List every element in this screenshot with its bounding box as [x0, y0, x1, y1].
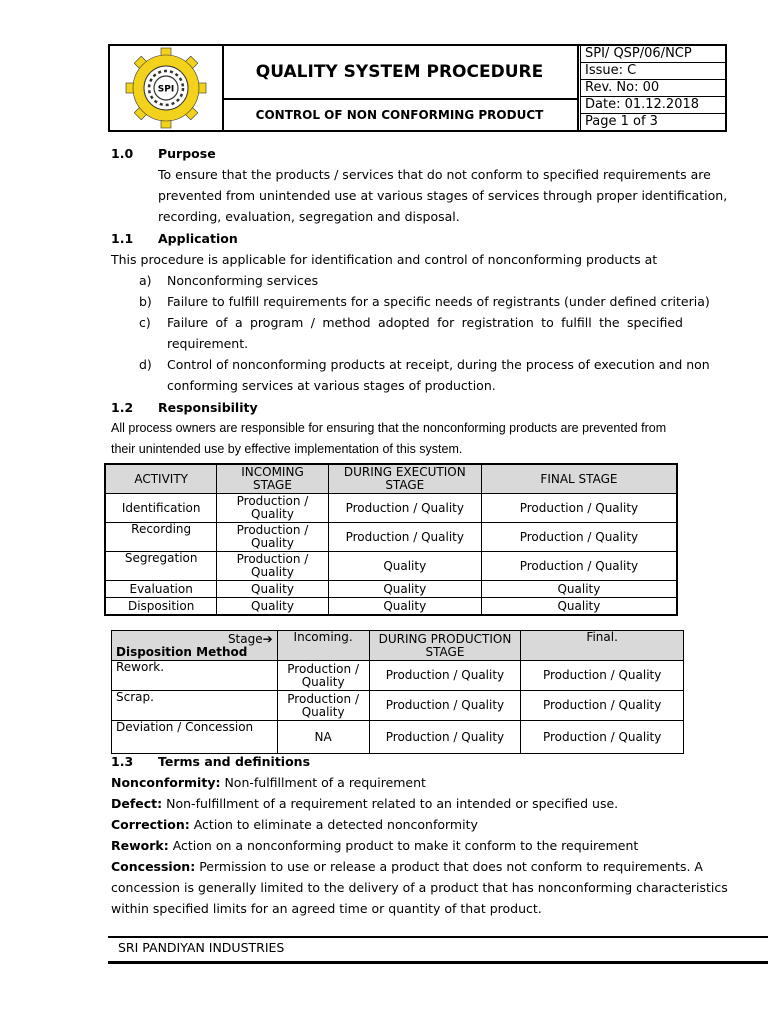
table-cell: Production / Quality	[369, 721, 521, 754]
term: Rework:	[111, 838, 169, 853]
page-number: Page 1 of 3	[580, 114, 725, 131]
table-cell: Production / Quality	[481, 494, 676, 523]
table-cell: Rework.	[112, 661, 278, 691]
document-header	[108, 44, 727, 132]
list-label: c)	[139, 315, 151, 330]
terms-number: 1.3	[111, 754, 134, 769]
definition: Permission to use or release a product that does not conform to requirements. A	[199, 859, 703, 874]
footer-rule-top	[108, 936, 768, 938]
purpose-number: 1.0	[111, 146, 134, 161]
footer-company: SRI PANDIYAN INDUSTRIES	[118, 940, 285, 955]
table-cell: Production / Quality	[217, 523, 328, 552]
table-row	[106, 523, 677, 552]
table-cell: Production / Quality	[481, 523, 676, 552]
term: Concession:	[111, 859, 196, 874]
doc-number: SPI/ QSP/06/NCP	[580, 46, 725, 63]
table-row	[106, 552, 677, 581]
table-header-row	[112, 631, 684, 661]
list-label: a)	[139, 273, 152, 288]
list-item: requirement.	[167, 336, 249, 351]
term-definition	[111, 796, 618, 811]
table-cell: Production / Quality	[521, 721, 684, 754]
definition: Action to eliminate a detected nonconformity	[193, 817, 478, 832]
table-cell: Production / Quality	[521, 661, 684, 691]
definition: Non-fulfillment of a requirement	[224, 775, 426, 790]
table-cell: Identification	[106, 494, 217, 523]
revision: Rev. No: 00	[580, 80, 725, 97]
issue: Issue: C	[580, 63, 725, 80]
stage-label: Stage➔	[227, 631, 273, 646]
table-row	[112, 661, 684, 691]
table-cell: Quality	[328, 598, 481, 615]
disposition-table	[111, 630, 684, 754]
application-title: Application	[158, 231, 238, 246]
term-definition	[111, 838, 638, 853]
table-row	[112, 721, 684, 754]
table-cell: Production / Quality	[277, 661, 369, 691]
table-cell: Deviation / Concession	[112, 721, 278, 754]
list-label: b)	[139, 294, 152, 309]
list-item: Failure to fulfill requirements for a specific needs of registrants (under defined criteria)	[167, 294, 710, 309]
table-cell: Production / Quality	[369, 691, 521, 721]
table-cell: Production / Quality	[217, 552, 328, 581]
list-item: Control of nonconforming products at receipt, during the process of execution and non	[167, 357, 710, 372]
table-cell: Quality	[328, 581, 481, 598]
table-header-cell: INCOMING STAGE	[217, 465, 328, 494]
logo-cell	[110, 46, 224, 130]
table-cell: Production / Quality	[521, 691, 684, 721]
document-subtitle: CONTROL OF NON CONFORMING PRODUCT	[255, 108, 544, 122]
table-cell: Production / Quality	[328, 494, 481, 523]
table-cell: Quality	[481, 581, 676, 598]
table-cell: Production / Quality	[369, 661, 521, 691]
responsibility-title: Responsibility	[158, 400, 258, 415]
term: Correction:	[111, 817, 190, 832]
table-header-cell: FINAL STAGE	[481, 465, 676, 494]
table-header-cell: Incoming.	[277, 631, 369, 661]
footer-rule-bottom	[108, 961, 768, 964]
list-item: Failure of a program / method adopted for registration to fulfill the specified	[167, 315, 683, 330]
responsibility-line: All process owners are responsible for ensuring that the nonconforming products are prevented from	[111, 421, 667, 435]
list-item: conforming services at various stages of production.	[167, 378, 496, 393]
document-meta	[580, 46, 725, 130]
term: Defect:	[111, 796, 163, 811]
title-cell	[222, 46, 579, 130]
responsibility-line: their unintended use by effective implementation of this system.	[111, 442, 463, 456]
list-label: d)	[139, 357, 152, 372]
purpose-title: Purpose	[158, 146, 216, 161]
table-header-cell	[112, 631, 278, 661]
table-header-cell: DURING PRODUCTION STAGE	[369, 631, 521, 661]
disposition-method-label: Disposition Method	[116, 644, 248, 659]
table-row	[112, 691, 684, 721]
table-cell: Production / Quality	[328, 523, 481, 552]
responsibility-number: 1.2	[111, 400, 134, 415]
term-definition	[111, 817, 478, 832]
definition: Non-fulfillment of a requirement related to an intended or specified use.	[166, 796, 619, 811]
terms-title: Terms and definitions	[158, 754, 311, 769]
term: Nonconformity:	[111, 775, 221, 790]
list-item: Nonconforming services	[167, 273, 319, 288]
document-title: QUALITY SYSTEM PROCEDURE	[222, 46, 577, 100]
table-cell: Quality	[481, 598, 676, 615]
table-cell: Scrap.	[112, 691, 278, 721]
term-definition	[111, 859, 703, 874]
table-cell: Disposition	[106, 598, 217, 615]
application-intro: This procedure is applicable for identification and control of nonconforming products at	[111, 252, 658, 267]
table-row	[106, 581, 677, 598]
responsibility-table	[105, 464, 677, 615]
table-cell: Segregation	[106, 552, 217, 581]
definition-line: within specified limits for an agreed time or quantity of that product.	[111, 901, 542, 916]
table-cell: Recording	[106, 523, 217, 552]
table-cell: Quality	[328, 552, 481, 581]
table-cell: NA	[277, 721, 369, 754]
date: Date: 01.12.2018	[580, 97, 725, 114]
purpose-line: prevented from unintended use at various stages of services through proper identification,	[158, 188, 728, 203]
definition-line: concession is generally limited to the delivery of a product that has nonconforming characteristics	[111, 880, 728, 895]
table-cell: Quality	[217, 581, 328, 598]
purpose-line: To ensure that the products / services that do not conform to specified requirements are	[158, 167, 711, 182]
table-cell: Production / Quality	[481, 552, 676, 581]
logo-text: SPI	[157, 84, 175, 95]
table-row	[106, 598, 677, 615]
company-logo	[110, 46, 222, 130]
table-header-row	[106, 465, 677, 494]
purpose-line: recording, evaluation, segregation and disposal.	[158, 209, 460, 224]
table-cell: Production / Quality	[277, 691, 369, 721]
table-cell: Evaluation	[106, 581, 217, 598]
term-definition	[111, 775, 426, 790]
table-header-cell: ACTIVITY	[106, 465, 217, 494]
application-number: 1.1	[111, 231, 134, 246]
table-header-cell: DURING EXECUTION STAGE	[328, 465, 481, 494]
table-row	[106, 494, 677, 523]
definition: Action on a nonconforming product to make it conform to the requirement	[172, 838, 639, 853]
table-header-cell: Final.	[521, 631, 684, 661]
table-cell: Quality	[217, 598, 328, 615]
table-cell: Production / Quality	[217, 494, 328, 523]
